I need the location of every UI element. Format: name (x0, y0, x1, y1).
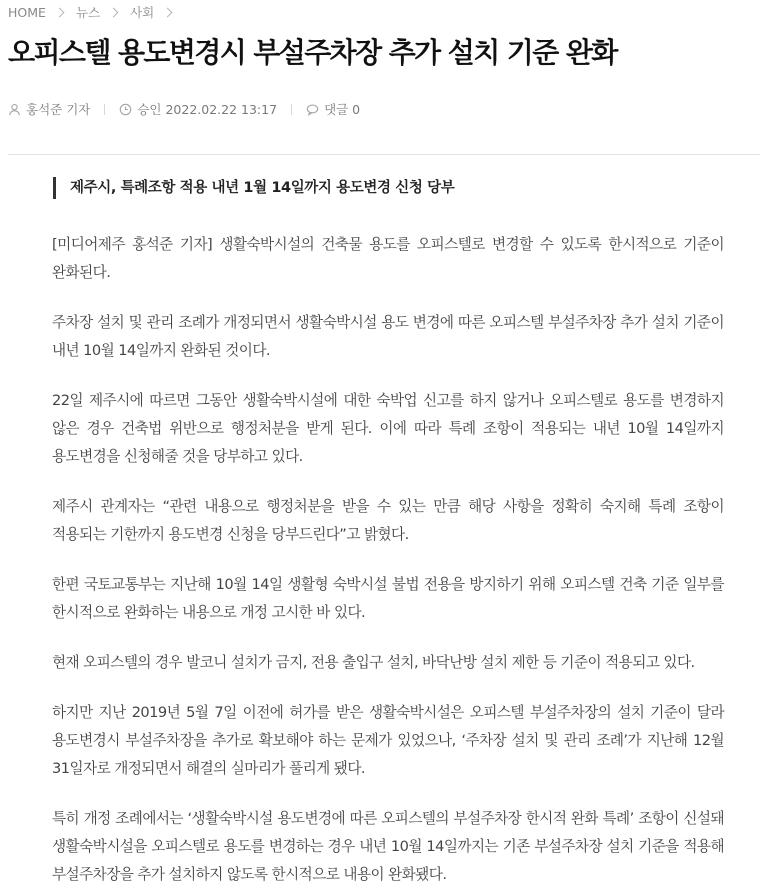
published-info (119, 100, 277, 118)
clock-icon (119, 103, 132, 116)
published-date: 승인 2022.02.22 13:17 (137, 102, 278, 117)
article-title: 오피스텔 용도변경시 부설주차장 추가 설치 기준 완화 (8, 36, 617, 69)
chevron-right-icon (163, 7, 173, 17)
breadcrumb (8, 3, 184, 21)
article-paragraph: 하지만 지난 2019년 5월 7일 이전에 허가를 받은 생활숙박시설은 오피스텔 부설주차장의 설치 기준이 달라 용도변경시 부설주차장을 추가로 확보해야 하는 문제가 있었으나, ‘주차장 설치 및 관리 조례’가 지난해 12월 31일자로 개정되면서 해결의 실마리가 풀리게 됐다. (52, 704, 724, 777)
header-divider (8, 154, 760, 155)
breadcrumb-subsection-link[interactable]: 사회 (130, 5, 155, 20)
article-subtitle: 제주시, 특례조항 적용 내년 1월 14일까지 용도변경 신청 당부 (53, 177, 454, 199)
article-paragraph: 현재 오피스텔의 경우 발코니 설치가 금지, 전용 출입구 설치, 바닥난방 설치 제한 등 기준이 적용되고 있다. (52, 654, 695, 671)
meta-divider (104, 104, 105, 115)
meta-divider (291, 104, 292, 115)
breadcrumb-section-link[interactable]: 뉴스 (75, 5, 101, 20)
article-paragraph: 특히 개정 조례에서는 ‘생활숙박시설 용도변경에 따른 오피스텔의 부설주차장 한시적 완화 특례’ 조항이 신설돼 생활숙박시설을 오피스텔로 용도를 변경하는 경우 내년 10월 14일까지는 기존 부설주차장 설치 기준을 적용해 부설주차장을 추가 설치하지 않도록 한시적으로 내용이 완화됐다. (52, 810, 724, 883)
chevron-right-icon (109, 7, 119, 17)
reporter-name: 홍석준 기자 (26, 102, 91, 117)
article-body (52, 231, 724, 885)
breadcrumb-home-link[interactable]: HOME (8, 4, 46, 20)
chevron-right-icon (54, 7, 64, 17)
comment-count: 댓글 0 (324, 102, 361, 117)
article-paragraph: 한편 국토교통부는 지난해 10월 14일 생활형 숙박시설 불법 전용을 방지하기 위해 오피스텔 건축 기준 일부를 한시적으로 완화하는 내용으로 개정 고시한 바 있다. (52, 576, 724, 621)
user-icon (8, 103, 21, 116)
comments-link[interactable] (306, 100, 360, 118)
reporter-info[interactable] (8, 100, 90, 118)
article-paragraph: 제주시 관계자는 “관련 내용으로 행정처분을 받을 수 있는 만큼 해당 사항을 정확히 숙지해 특례 조항이 적용되는 기한까지 용도변경 신청을 당부드린다”고 밝혔다. (52, 498, 724, 543)
article-paragraph: 주차장 설치 및 관리 조례가 개정되면서 생활숙박시설 용도 변경에 따른 오피스텔 부설주차장 추가 설치 기준이 내년 10월 14일까지 완화된 것이다. (52, 314, 724, 359)
article-meta (8, 99, 360, 119)
article-paragraph: [미디어제주 홍석준 기자] 생활숙박시설의 건축물 용도를 오피스텔로 변경할 수 있도록 한시적으로 기준이 완화된다. (52, 236, 724, 281)
article-paragraph: 22일 제주시에 따르면 그동안 생활숙박시설에 대한 숙박업 신고를 하지 않거나 오피스텔로 용도를 변경하지 않은 경우 건축법 위반으로 행정처분을 받게 된다. 이에 따라 특례 조항이 적용되는 내년 10월 14일까지 용도변경을 신청해줄 것을 당부하고 있다. (52, 392, 724, 465)
comment-icon (306, 103, 319, 116)
